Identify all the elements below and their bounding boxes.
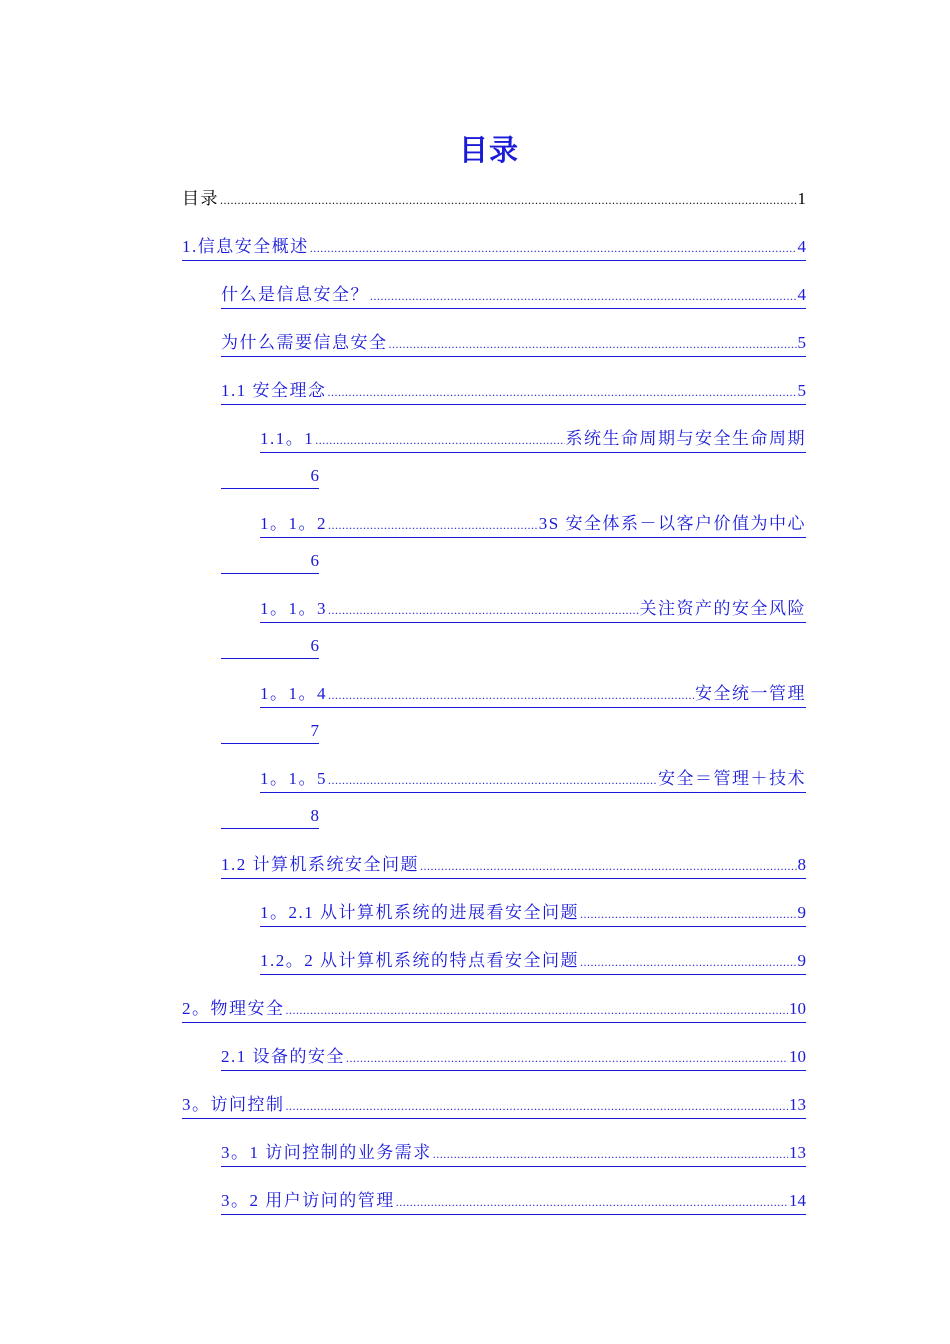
toc-leader-dots bbox=[389, 331, 797, 357]
toc-entry-page: 1 bbox=[797, 189, 806, 208]
toc-entry-page: 13 bbox=[789, 1143, 806, 1162]
toc-entry-link[interactable] bbox=[221, 282, 806, 309]
toc-entry-label: 安全＝管理＋技术 bbox=[658, 769, 806, 788]
toc-entry-label: 1.信息安全概述 bbox=[182, 237, 309, 256]
toc-entry-page: 8 bbox=[797, 855, 806, 874]
toc-entry bbox=[182, 186, 806, 212]
toc-entry-page: 6 bbox=[310, 551, 319, 570]
toc-entry-page-line[interactable] bbox=[221, 804, 319, 829]
toc-entry-page: 9 bbox=[797, 951, 806, 970]
toc-entry-page: 6 bbox=[310, 636, 319, 655]
toc-entry-prefix: 1。1。5 bbox=[260, 769, 327, 788]
toc-leader-dots bbox=[315, 427, 564, 453]
toc-entry-label: 目录 bbox=[182, 189, 219, 208]
toc-entry-page-line[interactable] bbox=[221, 634, 319, 659]
toc-entry-link[interactable] bbox=[260, 426, 806, 453]
toc-leader-dots bbox=[328, 597, 639, 623]
toc-entry-label: 安全统一管理 bbox=[695, 684, 806, 703]
toc-entry-page: 5 bbox=[797, 381, 806, 400]
toc-entry-link[interactable] bbox=[260, 681, 806, 708]
toc-entry-page: 14 bbox=[789, 1191, 806, 1210]
toc-entry-label: 3。访问控制 bbox=[182, 1095, 285, 1114]
toc-entry-label: 关注资产的安全风险 bbox=[639, 599, 806, 618]
toc-entry-link[interactable] bbox=[182, 996, 806, 1023]
toc-entry-link[interactable] bbox=[182, 1092, 806, 1119]
toc-entry-link[interactable] bbox=[221, 378, 806, 405]
toc-leader-dots bbox=[580, 901, 797, 927]
toc-entry-link[interactable] bbox=[260, 948, 806, 975]
toc-leader-dots bbox=[328, 512, 538, 538]
toc-entry-page: 10 bbox=[789, 999, 806, 1018]
toc-entry-link[interactable] bbox=[221, 330, 806, 357]
toc-entry-label: 3。2 用户访问的管理 bbox=[221, 1191, 395, 1210]
toc-entry-page-line[interactable] bbox=[221, 719, 319, 744]
toc-title: 目录 bbox=[458, 135, 519, 167]
toc-entry-page: 7 bbox=[310, 721, 319, 740]
toc-entry-label: 什么是信息安全？ bbox=[221, 285, 369, 304]
toc-entry-link[interactable] bbox=[260, 511, 806, 538]
toc-leader-dots bbox=[328, 682, 694, 708]
toc-entry-label: 1.2。2 从计算机系统的特点看安全问题 bbox=[260, 951, 579, 970]
toc-entry-prefix: 1。1。4 bbox=[260, 684, 327, 703]
toc-leader-dots bbox=[433, 1141, 788, 1167]
toc-entry-prefix: 1.1。1 bbox=[260, 429, 315, 448]
toc-entry-page-line[interactable] bbox=[221, 549, 319, 574]
toc-entry-link[interactable] bbox=[182, 234, 806, 261]
toc-entry-link[interactable] bbox=[260, 900, 806, 927]
toc-leader-dots bbox=[310, 235, 797, 261]
toc-entry-label: 3。1 访问控制的业务需求 bbox=[221, 1143, 432, 1162]
toc-leader-dots bbox=[346, 1045, 788, 1071]
toc-entry-link[interactable] bbox=[221, 1140, 806, 1167]
toc-entry-link[interactable] bbox=[221, 1188, 806, 1215]
toc-leader-dots bbox=[328, 767, 657, 793]
toc-leader-dots bbox=[286, 1093, 789, 1119]
toc-leader-dots bbox=[370, 283, 797, 309]
toc-entry-page: 4 bbox=[797, 285, 806, 304]
toc-entry-link[interactable] bbox=[260, 596, 806, 623]
toc-entry-label: 1.1 安全理念 bbox=[221, 381, 327, 400]
toc-entry-page: 10 bbox=[789, 1047, 806, 1066]
toc-leader-dots bbox=[220, 187, 797, 213]
toc-entry-page: 9 bbox=[797, 903, 806, 922]
toc-entry-prefix: 1。1。3 bbox=[260, 599, 327, 618]
toc-leader-dots bbox=[328, 379, 797, 405]
toc-entry-page: 4 bbox=[797, 237, 806, 256]
toc-leader-dots bbox=[580, 949, 797, 975]
toc-entry-link[interactable] bbox=[221, 852, 806, 879]
toc-entry-prefix: 1。1。2 bbox=[260, 514, 327, 533]
toc-leader-dots bbox=[420, 853, 797, 879]
toc-entry-link[interactable] bbox=[221, 1044, 806, 1071]
toc-entry-link[interactable] bbox=[260, 766, 806, 793]
toc-entry-page: 13 bbox=[789, 1095, 806, 1114]
toc-leader-dots bbox=[286, 997, 789, 1023]
toc-entry-page: 5 bbox=[797, 333, 806, 352]
toc-entry-label: 系统生命周期与安全生命周期 bbox=[565, 429, 806, 448]
toc-entry-label: 2。物理安全 bbox=[182, 999, 285, 1018]
toc-entry-label: 1.2 计算机系统安全问题 bbox=[221, 855, 419, 874]
toc-entry-page: 6 bbox=[310, 466, 319, 485]
toc-entry-page-line[interactable] bbox=[221, 464, 319, 489]
toc-entry-label: 为什么需要信息安全 bbox=[221, 333, 388, 352]
toc-leader-dots bbox=[396, 1189, 788, 1215]
toc-entry-label: 3S 安全体系－以客户价值为中心 bbox=[538, 514, 806, 533]
toc-entry-label: 2.1 设备的安全 bbox=[221, 1047, 345, 1066]
toc-entry-page: 8 bbox=[310, 806, 319, 825]
toc-entry-label: 1。2.1 从计算机系统的进展看安全问题 bbox=[260, 903, 579, 922]
